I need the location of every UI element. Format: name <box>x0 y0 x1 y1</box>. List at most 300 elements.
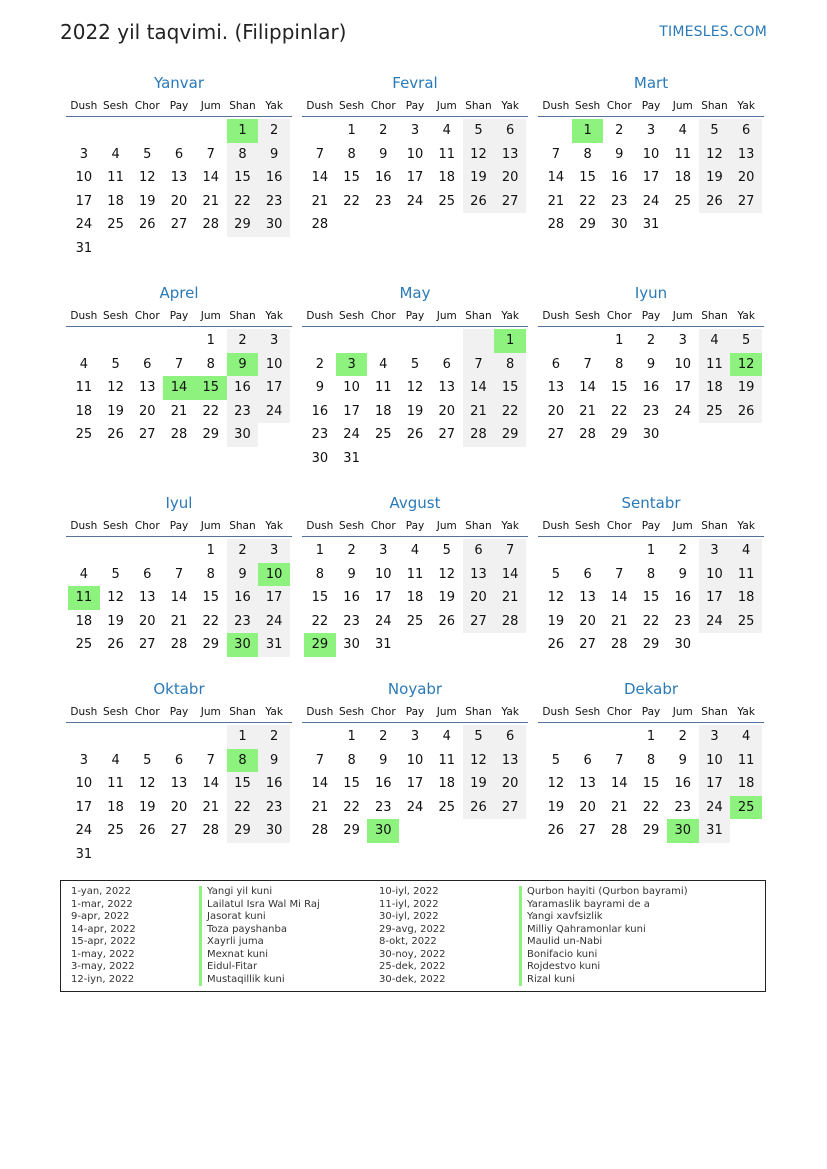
day-cell: 4 <box>730 539 762 563</box>
day-cell: 20 <box>139 403 156 419</box>
holiday-names-col-1 <box>199 886 320 986</box>
empty-cell <box>463 213 495 237</box>
month-noyabr <box>304 678 526 843</box>
day-cell: 9 <box>646 356 656 372</box>
day-cell: 21 <box>202 799 219 815</box>
day-cell: 29 <box>642 823 660 839</box>
day-cell: 29 <box>611 427 628 443</box>
week-row <box>540 119 762 143</box>
week-row <box>68 213 290 237</box>
day-cell: 31 <box>642 217 660 233</box>
day-cell: 23 <box>258 190 290 214</box>
day-cell: 2 <box>258 725 290 749</box>
weekday-label: Dush <box>306 100 334 112</box>
month-name: Iyun <box>634 284 668 302</box>
week-row <box>540 819 762 843</box>
day-cell: 22 <box>311 613 329 629</box>
empty-cell <box>494 819 526 843</box>
day-cell: 10 <box>406 752 424 768</box>
day-cell: 17 <box>343 403 360 419</box>
empty-cell <box>163 725 195 749</box>
empty-cell <box>336 213 368 237</box>
day-cell: 6 <box>463 539 495 563</box>
weekday-label: Yak <box>501 520 519 532</box>
day-cell: 3 <box>699 725 731 749</box>
day-cell: 8 <box>646 752 656 768</box>
day-cell: 30 <box>227 423 259 447</box>
day-cell: 28 <box>170 427 188 443</box>
day-cell: 10 <box>406 146 424 162</box>
empty-cell <box>258 843 290 867</box>
weekday-label: Jum <box>200 100 221 112</box>
day-cell: 2 <box>258 119 290 143</box>
day-cell: 22 <box>202 613 219 629</box>
weekday-label: Dush <box>542 310 570 322</box>
day-cell: 23 <box>227 400 259 424</box>
day-cell: 17 <box>75 193 93 209</box>
day-cell: 15 <box>343 170 360 186</box>
day-cell: 12 <box>699 143 731 167</box>
empty-cell <box>399 447 431 471</box>
day-cell: 13 <box>494 143 526 167</box>
empty-cell <box>336 329 368 353</box>
weekday-label: Chor <box>370 520 396 532</box>
holiday-name: Rizal kuni <box>519 974 688 987</box>
empty-cell <box>431 329 463 353</box>
day-cell: 20 <box>463 586 495 610</box>
holiday-date: 9-apr, 2022 <box>71 911 130 922</box>
week-row <box>68 796 290 820</box>
weekday-label: Pay <box>169 706 189 718</box>
day-cell: 19 <box>547 613 565 629</box>
week-row <box>68 143 290 167</box>
day-cell: 18 <box>438 170 455 186</box>
day-cell: 13 <box>494 749 526 773</box>
weekday-label: Dush <box>70 310 98 322</box>
day-cell: 12 <box>107 590 124 606</box>
weekday-label: Jum <box>672 310 693 322</box>
day-cell: 31 <box>375 637 392 653</box>
day-cell: 8 <box>646 566 656 582</box>
week-row <box>304 376 526 400</box>
day-cell: 27 <box>579 823 596 839</box>
empty-cell <box>367 329 399 353</box>
day-cell: 16 <box>258 772 290 796</box>
day-cell: 19 <box>107 403 124 419</box>
empty-cell <box>463 633 495 657</box>
holiday-date: 30-iyl, 2022 <box>379 911 439 922</box>
day-cell: 29 <box>642 637 660 653</box>
day-cell: 23 <box>642 403 660 419</box>
month-name: Dekabr <box>623 680 679 698</box>
day-cell: 24 <box>699 796 731 820</box>
week-row <box>304 610 526 634</box>
day-cell: 4 <box>379 356 388 372</box>
week-row <box>68 376 290 400</box>
day-cell: 3 <box>379 543 388 558</box>
day-cell: 25 <box>75 637 93 653</box>
empty-cell <box>399 633 431 657</box>
weekday-header <box>302 94 528 117</box>
week-row <box>540 563 762 587</box>
empty-cell <box>540 725 572 749</box>
empty-cell <box>463 329 495 353</box>
day-cell: 27 <box>170 217 188 233</box>
day-cell: 22 <box>343 799 360 815</box>
day-cell: 31 <box>75 240 93 256</box>
day-cell: 19 <box>438 590 455 606</box>
weekday-label: Pay <box>405 310 425 322</box>
day-cell: 4 <box>699 329 731 353</box>
day-cell: 27 <box>494 190 526 214</box>
day-cell: 1 <box>206 543 215 558</box>
month-iyun <box>540 282 762 447</box>
day-cell: 29 <box>202 637 219 653</box>
weekday-label: Sesh <box>574 520 601 532</box>
weekday-label: Sesh <box>102 100 129 112</box>
day-cell: 7 <box>615 752 624 768</box>
day-cell: 30 <box>367 819 399 843</box>
day-cell: 2 <box>646 333 656 348</box>
day-cell: 3 <box>646 123 656 138</box>
weekday-label: Dush <box>542 100 570 112</box>
day-cell: 14 <box>611 590 628 606</box>
month-dekabr <box>540 678 762 843</box>
day-cell: 30 <box>258 819 290 843</box>
day-cell: 20 <box>579 799 596 815</box>
day-cell: 7 <box>206 752 215 768</box>
day-cell: 23 <box>227 610 259 634</box>
day-cell: 10 <box>642 146 660 162</box>
day-cell: 28 <box>311 823 329 839</box>
day-cell: 8 <box>206 356 215 372</box>
holiday-date: 8-okt, 2022 <box>379 936 437 947</box>
empty-cell <box>131 725 163 749</box>
day-cell: 9 <box>379 146 388 162</box>
day-cell: 25 <box>438 799 455 815</box>
day-cell: 10 <box>75 170 93 186</box>
weekday-header <box>538 304 764 327</box>
empty-cell <box>68 725 100 749</box>
day-cell: 13 <box>730 143 762 167</box>
empty-cell <box>667 213 699 237</box>
week-row <box>304 772 526 796</box>
day-cell: 5 <box>111 356 120 372</box>
page-title: 2022 yil taqvimi. (Filippinlar) <box>60 20 347 44</box>
day-cell: 5 <box>463 119 495 143</box>
weekday-label: Dush <box>306 520 334 532</box>
day-cell: 5 <box>699 119 731 143</box>
weekday-label: Dush <box>70 706 98 718</box>
day-cell: 16 <box>674 590 691 606</box>
empty-cell <box>227 843 259 867</box>
day-cell: 16 <box>674 776 691 792</box>
day-cell: 1 <box>227 119 259 143</box>
day-cell: 23 <box>375 193 392 209</box>
week-row <box>304 353 526 377</box>
day-cell: 1 <box>206 333 215 348</box>
holiday-name: Yaramaslik bayrami de a <box>519 899 688 912</box>
day-cell: 18 <box>107 799 124 815</box>
empty-cell <box>227 237 259 261</box>
empty-cell <box>494 633 526 657</box>
day-cell: 22 <box>611 403 628 419</box>
day-cell: 22 <box>642 799 660 815</box>
day-cell: 7 <box>174 356 184 372</box>
weekday-label: Pay <box>405 100 425 112</box>
week-row <box>304 586 526 610</box>
empty-cell <box>163 237 195 261</box>
day-cell: 29 <box>579 217 596 233</box>
day-cell: 20 <box>730 166 762 190</box>
day-cell: 2 <box>315 356 324 372</box>
holiday-date: 25-dek, 2022 <box>379 961 446 972</box>
month-name: Avgust <box>389 494 441 512</box>
holiday-name: Xayrli juma <box>199 936 320 949</box>
day-cell: 5 <box>551 566 560 582</box>
weekday-label: Dush <box>70 100 98 112</box>
day-cell: 6 <box>730 119 762 143</box>
week-row <box>304 119 526 143</box>
day-cell: 25 <box>674 193 691 209</box>
day-cell: 13 <box>438 380 455 396</box>
holiday-date: 11-iyl, 2022 <box>379 898 439 910</box>
weekday-label: Yak <box>265 706 283 718</box>
day-cell: 2 <box>379 123 388 138</box>
day-cell: 8 <box>227 749 259 773</box>
day-cell: 18 <box>375 403 392 419</box>
day-cell: 13 <box>139 380 156 396</box>
weekday-label: Jum <box>672 520 693 532</box>
empty-cell <box>603 725 635 749</box>
day-cell: 19 <box>139 799 156 815</box>
day-cell: 22 <box>579 193 596 209</box>
weekday-label: Chor <box>606 100 632 112</box>
day-cell: 9 <box>315 380 324 396</box>
day-cell: 6 <box>143 356 152 372</box>
week-row <box>304 819 526 843</box>
day-cell: 5 <box>463 725 495 749</box>
day-cell: 21 <box>579 403 596 419</box>
day-cell: 6 <box>494 725 526 749</box>
week-row <box>68 843 290 867</box>
day-cell: 18 <box>107 193 124 209</box>
day-cell: 20 <box>139 613 156 629</box>
holiday-dates-col-1 <box>71 886 136 986</box>
day-cell: 27 <box>170 823 188 839</box>
day-cell: 6 <box>143 566 152 582</box>
week-row <box>540 166 762 190</box>
day-cell: 25 <box>107 823 124 839</box>
holiday-date: 12-iyn, 2022 <box>71 973 135 985</box>
day-cell: 20 <box>438 403 455 419</box>
holiday-list <box>60 880 766 992</box>
day-cell: 16 <box>258 166 290 190</box>
day-cell: 4 <box>111 146 120 162</box>
day-cell: 19 <box>730 376 762 400</box>
day-cell: 15 <box>642 590 660 606</box>
day-cell: 15 <box>579 170 596 186</box>
week-row <box>68 329 290 353</box>
week-row <box>304 633 526 657</box>
weekday-label: Chor <box>606 310 632 322</box>
day-cell: 7 <box>615 566 624 582</box>
day-cell: 23 <box>674 799 691 815</box>
week-row <box>304 143 526 167</box>
day-cell: 20 <box>547 403 565 419</box>
weekday-label: Jum <box>436 520 457 532</box>
day-cell: 14 <box>579 380 596 396</box>
holiday-name: Jasorat kuni <box>199 911 320 924</box>
weekday-label: Sesh <box>338 100 365 112</box>
day-cell: 6 <box>583 752 592 768</box>
weekday-label: Shan <box>465 520 492 532</box>
weekday-label: Yak <box>265 520 283 532</box>
day-cell: 10 <box>375 566 392 582</box>
holiday-name: Bonifacio kuni <box>519 949 688 962</box>
day-cell: 30 <box>227 633 259 657</box>
day-cell: 9 <box>227 353 259 377</box>
weekday-label: Jum <box>200 706 221 718</box>
day-cell: 29 <box>494 423 526 447</box>
day-cell: 28 <box>579 427 596 443</box>
day-cell: 4 <box>111 752 120 768</box>
week-row <box>68 353 290 377</box>
day-cell: 11 <box>674 146 691 162</box>
day-cell: 18 <box>674 170 691 186</box>
empty-cell <box>699 633 731 657</box>
day-cell: 8 <box>347 752 356 768</box>
empty-cell <box>100 329 132 353</box>
weekday-label: Jum <box>436 100 457 112</box>
holiday-name: Toza payshanba <box>199 924 320 937</box>
day-cell: 19 <box>699 166 731 190</box>
month-iyul <box>68 492 290 657</box>
day-cell: 24 <box>75 823 93 839</box>
week-row <box>540 796 762 820</box>
day-cell: 19 <box>547 799 565 815</box>
day-cell: 22 <box>494 400 526 424</box>
day-cell: 28 <box>611 823 628 839</box>
day-cell: 22 <box>343 193 360 209</box>
day-cell: 16 <box>311 403 329 419</box>
day-cell: 31 <box>343 450 360 466</box>
weekday-header <box>538 700 764 723</box>
day-cell: 24 <box>674 403 691 419</box>
empty-cell <box>163 329 195 353</box>
day-cell: 22 <box>227 796 259 820</box>
day-cell: 11 <box>699 353 731 377</box>
weekday-label: Yak <box>265 310 283 322</box>
day-cell: 14 <box>547 170 565 186</box>
empty-cell <box>572 539 604 563</box>
day-cell: 1 <box>646 543 656 558</box>
day-cell: 24 <box>406 799 424 815</box>
holiday-date: 1-mar, 2022 <box>71 898 133 910</box>
day-cell: 24 <box>258 400 290 424</box>
day-cell: 12 <box>139 170 156 186</box>
day-cell: 26 <box>107 427 124 443</box>
day-cell: 5 <box>111 566 120 582</box>
day-cell: 11 <box>438 752 455 768</box>
day-cell: 26 <box>463 190 495 214</box>
day-cell: 24 <box>642 193 660 209</box>
weekday-label: Shan <box>229 100 256 112</box>
day-cell: 9 <box>258 749 290 773</box>
month-name: Iyul <box>165 494 193 512</box>
day-cell: 3 <box>79 146 88 162</box>
day-cell: 27 <box>730 190 762 214</box>
day-cell: 24 <box>406 193 424 209</box>
week-row <box>540 376 762 400</box>
day-cell: 17 <box>375 590 392 606</box>
day-cell: 14 <box>311 170 329 186</box>
day-cell: 27 <box>579 637 596 653</box>
day-cell: 14 <box>463 376 495 400</box>
brand-link[interactable]: TIMESLES.COM <box>659 24 767 40</box>
day-cell: 18 <box>75 403 93 419</box>
day-cell: 29 <box>343 823 360 839</box>
weekday-label: Chor <box>134 520 160 532</box>
day-cell: 13 <box>579 590 596 606</box>
month-name: Mart <box>633 74 669 92</box>
month-name: Aprel <box>159 284 199 302</box>
day-cell: 25 <box>730 610 762 634</box>
day-cell: 12 <box>730 353 762 377</box>
day-cell: 4 <box>678 123 687 138</box>
day-cell: 5 <box>442 543 451 558</box>
day-cell: 13 <box>170 776 188 792</box>
weekday-label: Pay <box>169 100 189 112</box>
weekday-label: Dush <box>542 706 570 718</box>
day-cell: 15 <box>311 590 329 606</box>
week-row <box>304 400 526 424</box>
holiday-name: Yangi yil kuni <box>199 886 320 899</box>
day-cell: 7 <box>551 146 560 162</box>
empty-cell <box>367 447 399 471</box>
weekday-label: Chor <box>606 520 632 532</box>
empty-cell <box>304 119 336 143</box>
day-cell: 30 <box>611 217 628 233</box>
day-cell: 27 <box>494 796 526 820</box>
weekday-label: Jum <box>200 310 221 322</box>
weekday-label: Shan <box>701 100 728 112</box>
day-cell: 8 <box>347 146 356 162</box>
day-cell: 7 <box>463 353 495 377</box>
day-cell: 15 <box>343 776 360 792</box>
day-cell: 25 <box>375 427 392 443</box>
day-cell: 13 <box>579 776 596 792</box>
week-row <box>68 539 290 563</box>
day-cell: 20 <box>170 193 188 209</box>
weekday-label: Chor <box>606 706 632 718</box>
day-cell: 2 <box>678 729 687 744</box>
weekday-label: Shan <box>229 310 256 322</box>
week-row <box>540 725 762 749</box>
weekday-label: Shan <box>701 520 728 532</box>
month-oktabr <box>68 678 290 867</box>
day-cell: 11 <box>730 563 762 587</box>
empty-cell <box>494 213 526 237</box>
day-cell: 28 <box>611 637 628 653</box>
day-cell: 19 <box>107 613 124 629</box>
holiday-date: 30-dek, 2022 <box>379 973 446 985</box>
month-fevral <box>304 72 526 237</box>
weekday-label: Yak <box>737 100 755 112</box>
day-cell: 1 <box>315 543 324 558</box>
day-cell: 2 <box>615 123 624 138</box>
weekday-label: Chor <box>370 310 396 322</box>
